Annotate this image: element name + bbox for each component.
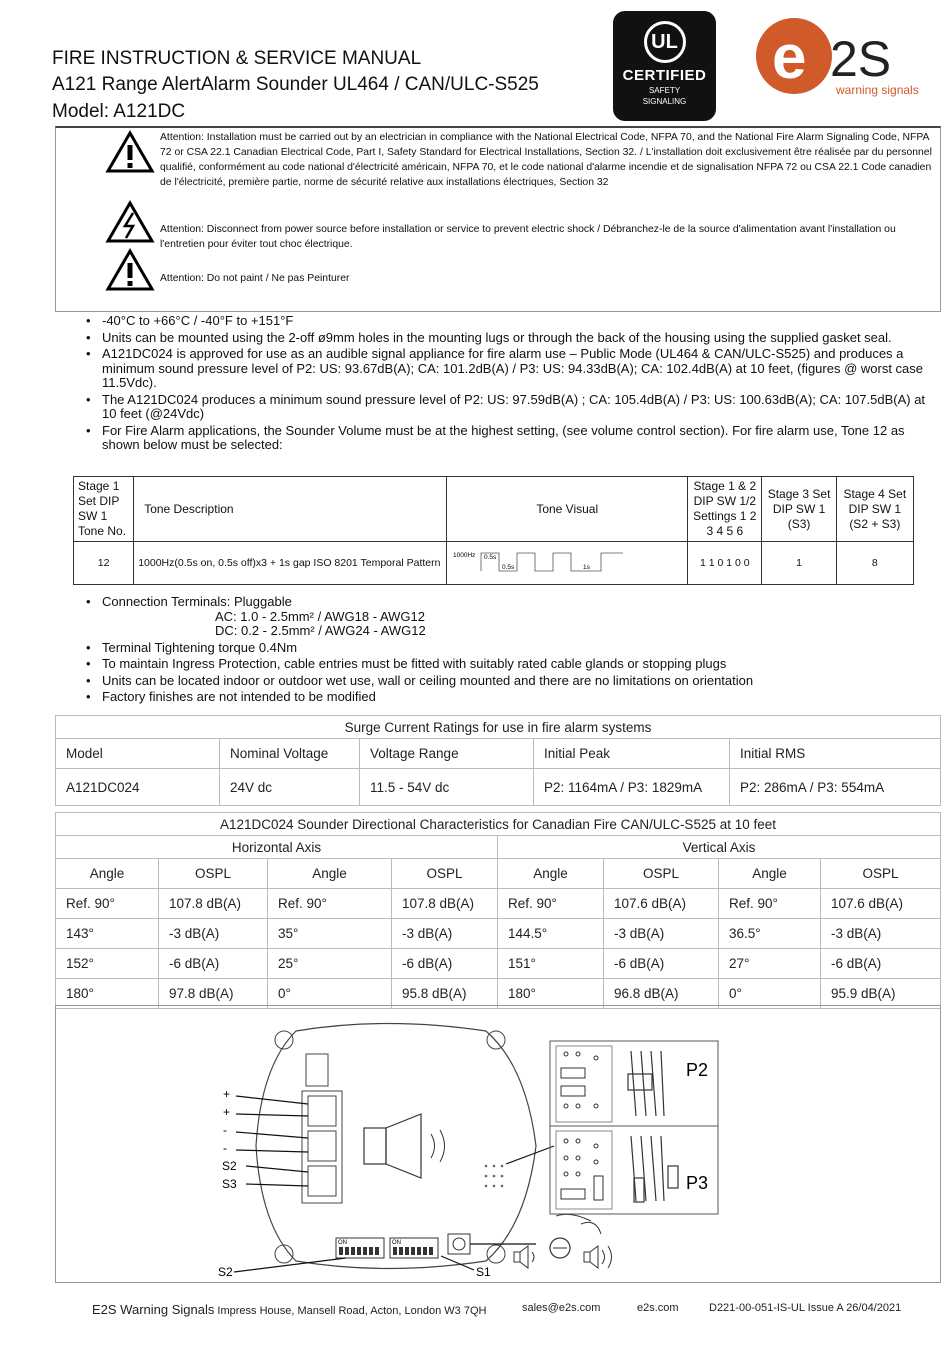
terminal-label-3: - — [223, 1123, 227, 1137]
dir-cell: -3 dB(A) — [821, 919, 941, 949]
dir-cell: 95.8 dB(A) — [392, 979, 498, 1009]
dir-header: Angle — [56, 859, 159, 889]
terminal-bullet-list — [86, 595, 942, 707]
list-item: • A121DC024 is approved for use as an audible signal appliance for fire alarm use – Public Mode (UL464 & CAN/ULC-S525) and produces a minimum sound pressure level of P2: US: 93.67dB(A); CA: 101.2dB(A) / P3: US: 94.33dB(A); CA: 102.4dB(A) at 10 feet, (figures @ worst case 11.5Vdc). — [86, 347, 942, 391]
dir-cell: 107.8 dB(A) — [159, 889, 268, 919]
dir-cell: 143° — [56, 919, 159, 949]
e2s-logo — [756, 12, 919, 100]
footer-doc-ref: D221-00-051-IS-UL Issue A 26/04/2021 — [709, 1302, 902, 1314]
tone-dip-settings: 1 1 0 1 0 0 — [688, 542, 762, 585]
surge-cell: P2: 286mA / P3: 554mA — [730, 769, 941, 806]
tone-table — [73, 476, 914, 585]
directional-table — [55, 812, 941, 1009]
tone-header-stage4: Stage 4 Set DIP SW 1 (S2 + S3) — [836, 477, 913, 542]
speaker-high-icon — [584, 1246, 612, 1268]
dip-on-label-2: ON — [392, 1240, 401, 1246]
list-item: • The A121DC024 produces a minimum sound pressure level of P2: US: 97.59dB(A) ; CA: 105.4dB(A) / P3: US: 100.63dB(A); CA: 107.5dB(A) at 10 feet (@24Vdc) — [86, 393, 942, 422]
table-row — [56, 889, 941, 919]
e2s-logo-text: 2S — [830, 31, 892, 87]
terminal-label-1: + — [223, 1087, 231, 1101]
terminal-label-2: + — [223, 1105, 231, 1119]
list-item — [86, 595, 942, 639]
list-item: • -40°C to +66°C / -40°F to +151°F — [86, 314, 942, 329]
dir-cell: 25° — [268, 949, 392, 979]
surge-header: Voltage Range — [360, 739, 534, 769]
dir-header: OSPL — [159, 859, 268, 889]
warning-shock-text: Attention: Disconnect from power source before installation or service to prevent electric shock / Débranchez-le de la source d'alimentation avant l'installation ou l'entretien pour éviter tout choc électrique. — [160, 224, 896, 250]
p2-label: P2 — [686, 1060, 709, 1080]
tone-visual-on: 0.5s — [484, 553, 497, 561]
tone-header-stage1: Stage 1 Set DIP SW 1 Tone No. — [74, 477, 134, 542]
dir-cell: Ref. 90° — [56, 889, 159, 919]
table-row — [56, 979, 941, 1009]
ul-certified-text: CERTIFIED — [622, 67, 707, 84]
tone-header-dip: Stage 1 & 2 DIP SW 1/2 Settings 1 2 3 4 5 6 — [688, 477, 762, 542]
list-item: • Factory finishes are not intended to be modified — [86, 690, 942, 705]
e2s-logo-graphic — [756, 12, 919, 100]
model-title: Model: A121DC — [52, 101, 186, 122]
dir-cell: 95.9 dB(A) — [821, 979, 941, 1009]
terminal-label-5: S2 — [222, 1159, 237, 1173]
dir-cell: Ref. 90° — [268, 889, 392, 919]
tone-visual-off: 0.5s — [502, 563, 515, 571]
tone-header-description: Tone Description — [134, 477, 447, 542]
surge-table — [55, 715, 941, 806]
warning-paint-text: Attention: Do not paint / Ne pas Peinturer — [160, 273, 350, 284]
surge-caption: Surge Current Ratings for use in fire alarm systems — [56, 716, 941, 739]
list-item: • Units can be located indoor or outdoor wet use, wall or ceiling mounted and there are no limitations on orientation — [86, 674, 942, 689]
surge-header: Nominal Voltage — [220, 739, 360, 769]
dir-cell: 27° — [719, 949, 821, 979]
dir-cell: 180° — [56, 979, 159, 1009]
list-item: • Terminal Tightening torque 0.4Nm — [86, 641, 942, 656]
ul-certified-logo — [613, 11, 716, 121]
dir-cell: -6 dB(A) — [159, 949, 268, 979]
footer-address: Impress House, Mansell Road, Acton, London W3 7QH — [217, 1305, 487, 1317]
footer-company-line — [92, 1302, 486, 1317]
ul-mark: UL — [644, 21, 686, 63]
dir-cell: -3 dB(A) — [604, 919, 719, 949]
terminals-ac: AC: 1.0 - 2.5mm² / AWG18 - AWG12 — [215, 608, 425, 624]
surge-cell: 11.5 - 54V dc — [360, 769, 534, 806]
tone-visual-gap: 1s — [583, 563, 591, 571]
terminal-label-6: S3 — [222, 1177, 237, 1191]
e2s-tagline: warning signals — [836, 83, 919, 97]
tone-stage4: 8 — [836, 542, 913, 585]
electric-shock-warning-icon — [106, 200, 154, 244]
dir-cell: 97.8 dB(A) — [159, 979, 268, 1009]
ul-sub-1: SAFETY — [648, 86, 681, 95]
wiring-diagram — [55, 1005, 941, 1283]
ul-sub-2: SIGNALING — [642, 97, 687, 106]
dir-header: OSPL — [604, 859, 719, 889]
dir-cell: -6 dB(A) — [392, 949, 498, 979]
dir-cell: -6 dB(A) — [821, 949, 941, 979]
dir-cell: Ref. 90° — [498, 889, 604, 919]
s2-label: S2 — [218, 1265, 233, 1279]
dip-on-label-1: ON — [338, 1240, 347, 1246]
dir-cell: 35° — [268, 919, 392, 949]
tone-header-visual: Tone Visual — [447, 477, 688, 542]
dir-cell: 151° — [498, 949, 604, 979]
dir-cell: -3 dB(A) — [159, 919, 268, 949]
dir-cell: -3 dB(A) — [392, 919, 498, 949]
dir-header: Angle — [498, 859, 604, 889]
tone-waveform — [451, 549, 651, 575]
warning-install-text: Attention: Installation must be carried out by an electrician in compliance with the National Electrical Code, NFPA 70, and the National Fire Alarm Signaling Code, NFPA 72 or CSA 22.1 Canadian Electrical Code, Part I, Safety Standard for Electrical Installations, Section 32. / L'installation doit exclusivement être réalisée par du personnel qualifié, conformément au code national d'électricité américain, NFPA 70, et le code national d'alarme incendie et de signalisation NFPA 72 ou CSA 22.1 Code canadien de l'électricité, première partie, norme de sécurité relative aux installations électriques, Section 32 — [160, 132, 932, 188]
surge-header: Initial Peak — [534, 739, 730, 769]
tone-visual — [447, 542, 688, 585]
dir-header: OSPL — [821, 859, 941, 889]
dir-cell: Ref. 90° — [719, 889, 821, 919]
footer-email[interactable]: sales@e2s.com — [522, 1302, 601, 1314]
terminals-text: Connection Terminals: Pluggable — [102, 594, 292, 609]
dir-group-vertical: Vertical Axis — [498, 836, 941, 859]
p3-label: P3 — [686, 1173, 709, 1193]
tone-description: 1000Hz(0.5s on, 0.5s off)x3 + 1s gap ISO 8201 Temporal Pattern — [134, 542, 447, 585]
footer-website[interactable]: e2s.com — [637, 1302, 679, 1314]
product-title: A121 Range AlertAlarm Sounder UL464 / CAN/ULC-S525 — [52, 74, 539, 95]
dir-group-horizontal: Horizontal Axis — [56, 836, 498, 859]
warnings-box — [55, 126, 941, 312]
surge-cell: A121DC024 — [56, 769, 220, 806]
dir-cell: 0° — [268, 979, 392, 1009]
surge-cell: P2: 1164mA / P3: 1829mA — [534, 769, 730, 806]
tone-header-stage3: Stage 3 Set DIP SW 1 (S3) — [762, 477, 836, 542]
surge-cell: 24V dc — [220, 769, 360, 806]
dir-cell: 180° — [498, 979, 604, 1009]
dir-cell: -6 dB(A) — [604, 949, 719, 979]
dir-header: Angle — [268, 859, 392, 889]
manual-title: FIRE INSTRUCTION & SERVICE MANUAL — [52, 48, 422, 69]
dir-header: OSPL — [392, 859, 498, 889]
s1-label: S1 — [476, 1265, 491, 1279]
surge-header: Model — [56, 739, 220, 769]
dir-cell: 152° — [56, 949, 159, 979]
dir-cell: 96.8 dB(A) — [604, 979, 719, 1009]
dir-cell: 0° — [719, 979, 821, 1009]
terminals-dc: DC: 0.2 - 2.5mm² / AWG24 - AWG12 — [215, 623, 426, 638]
dir-cell: 107.6 dB(A) — [821, 889, 941, 919]
spec-bullet-list — [86, 314, 942, 455]
table-row — [56, 919, 941, 949]
exclamation-warning-icon — [106, 248, 154, 292]
list-item: • For Fire Alarm applications, the Sounder Volume must be at the highest setting, (see volume control section). For fire alarm use, Tone 12 as shown below must be selected: — [86, 424, 942, 453]
table-row — [56, 949, 941, 979]
tone-number: 12 — [74, 542, 134, 585]
dir-cell: 107.8 dB(A) — [392, 889, 498, 919]
dir-cell: 107.6 dB(A) — [604, 889, 719, 919]
dir-header: Angle — [719, 859, 821, 889]
exclamation-warning-icon — [106, 130, 154, 174]
terminal-label-4: - — [223, 1141, 227, 1155]
surge-header: Initial RMS — [730, 739, 941, 769]
dir-caption: A121DC024 Sounder Directional Characteristics for Canadian Fire CAN/ULC-S525 at 10 feet — [56, 813, 941, 836]
svg-text:e: e — [772, 23, 807, 92]
dir-cell: 144.5° — [498, 919, 604, 949]
tone-stage3: 1 — [762, 542, 836, 585]
footer-company: E2S Warning Signals — [92, 1302, 215, 1317]
tone-visual-freq: 1000Hz — [453, 551, 476, 559]
wiring-diagram-graphic — [56, 1006, 942, 1284]
list-item: • Units can be mounted using the 2-off ø9mm holes in the mounting lugs or through the back of the housing using the supplied gasket seal. — [86, 331, 942, 346]
list-item: • To maintain Ingress Protection, cable entries must be fitted with suitably rated cable glands or stopping plugs — [86, 657, 942, 672]
speaker-low-icon — [514, 1246, 534, 1268]
dir-cell: 36.5° — [719, 919, 821, 949]
